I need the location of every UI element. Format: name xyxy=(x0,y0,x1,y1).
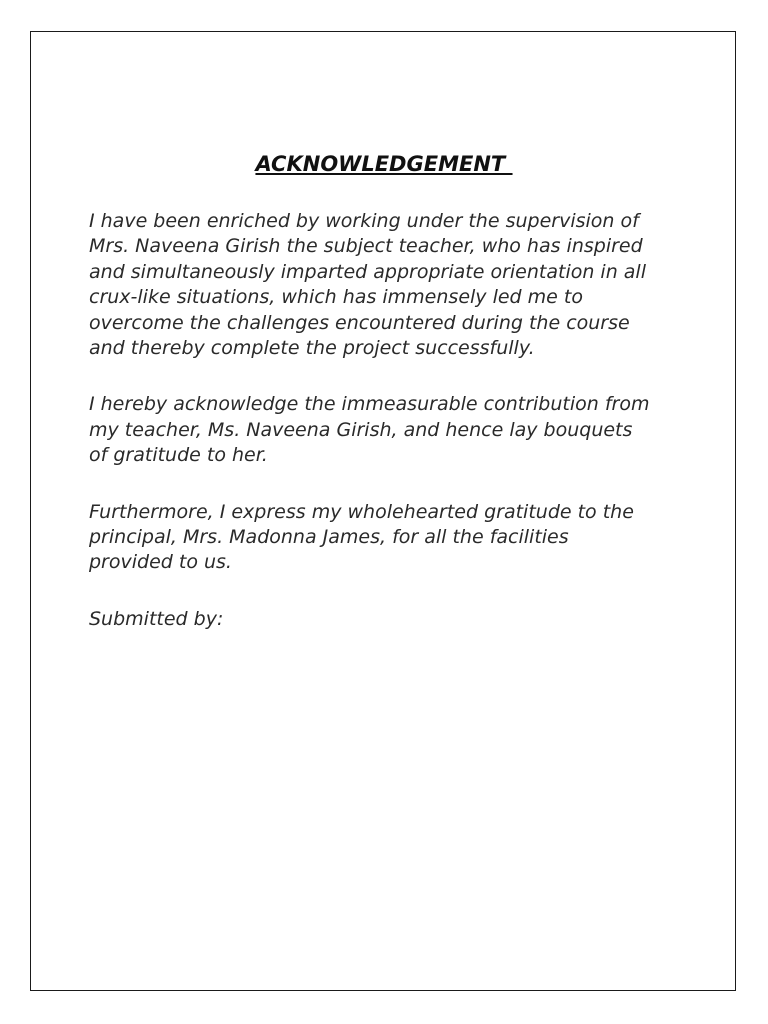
text-line: I hereby acknowledge the immeasurable contribution from xyxy=(89,393,650,416)
document-body xyxy=(89,209,709,663)
text-line: of gratitude to her. xyxy=(89,444,268,467)
text-line: and simultaneously imparted appropriate orientation in all xyxy=(89,260,646,283)
text-line: Mrs. Naveena Girish the subject teacher, who has inspired xyxy=(89,235,643,258)
text-line: crux-like situations, which has immensely led me to xyxy=(89,286,583,309)
text-line: principal, Mrs. Madonna James, for all the facilities xyxy=(89,526,569,549)
text-line: and thereby complete the project successfully. xyxy=(89,337,535,360)
text-line: provided to us. xyxy=(89,551,232,574)
text-line: I have been enriched by working under the supervision of xyxy=(89,210,639,232)
submitted-by-label xyxy=(89,607,709,632)
paragraph-teacher-gratitude xyxy=(89,392,709,468)
text-line: Submitted by: xyxy=(89,607,224,630)
text-line: overcome the challenges encountered during the course xyxy=(89,311,630,334)
text-line: my teacher, Ms. Naveena Girish, and hence lay bouquets xyxy=(89,418,633,441)
text-line: Furthermore, I express my wholehearted gratitude to the xyxy=(89,500,634,523)
page-title: ACKNOWLEDGEMENT xyxy=(255,152,513,176)
paragraph-principal-gratitude xyxy=(89,500,709,576)
paragraph-supervision xyxy=(89,209,709,361)
